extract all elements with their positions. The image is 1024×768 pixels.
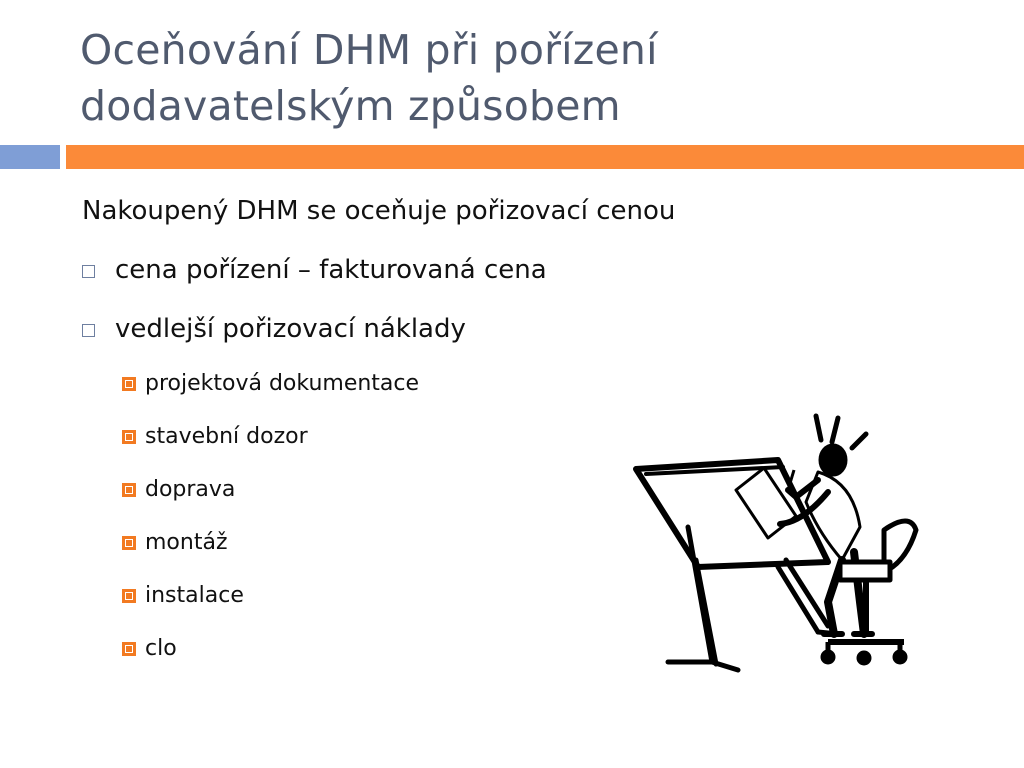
list-item-label: vedlejší pořizovací náklady: [115, 314, 466, 344]
orange-square-bullet-icon: [122, 536, 136, 550]
sub-list-item-label: projektová dokumentace: [145, 371, 420, 396]
list-item-label: cena pořízení – fakturovaná cena: [115, 255, 547, 285]
list-item: [82, 255, 547, 285]
sub-list-item: [122, 583, 244, 608]
orange-square-bullet-icon: [122, 642, 136, 656]
intro-text: Nakoupený DHM se oceňuje pořizovací cenou: [82, 196, 676, 226]
accent-bar-blue: [0, 145, 60, 169]
sub-list-item-label: clo: [145, 636, 177, 661]
sub-list-item: [122, 477, 235, 502]
sub-list-item-label: instalace: [145, 583, 244, 608]
orange-square-bullet-icon: [122, 589, 136, 603]
hollow-square-bullet-icon: [82, 324, 95, 337]
orange-square-bullet-icon: [122, 377, 136, 391]
slide-title: [80, 22, 980, 134]
sub-list-item-label: montáž: [145, 530, 228, 555]
slide-title-line-1: Oceňování DHM při pořízení: [80, 26, 658, 74]
sub-list-item-label: doprava: [145, 477, 236, 502]
orange-square-bullet-icon: [122, 483, 136, 497]
accent-bar-orange: [66, 145, 1024, 169]
slide-title-line-2: dodavatelským způsobem: [80, 82, 621, 130]
sub-list-item: [122, 530, 228, 555]
hollow-square-bullet-icon: [82, 265, 95, 278]
orange-square-bullet-icon: [122, 430, 136, 444]
sub-list-item-label: stavební dozor: [145, 424, 308, 449]
list-item: [82, 314, 466, 344]
sub-list-item: [122, 424, 308, 449]
sub-list-item: [122, 371, 419, 396]
sub-list-item: [122, 636, 177, 661]
drafter-at-drawing-table-icon: [628, 412, 928, 682]
